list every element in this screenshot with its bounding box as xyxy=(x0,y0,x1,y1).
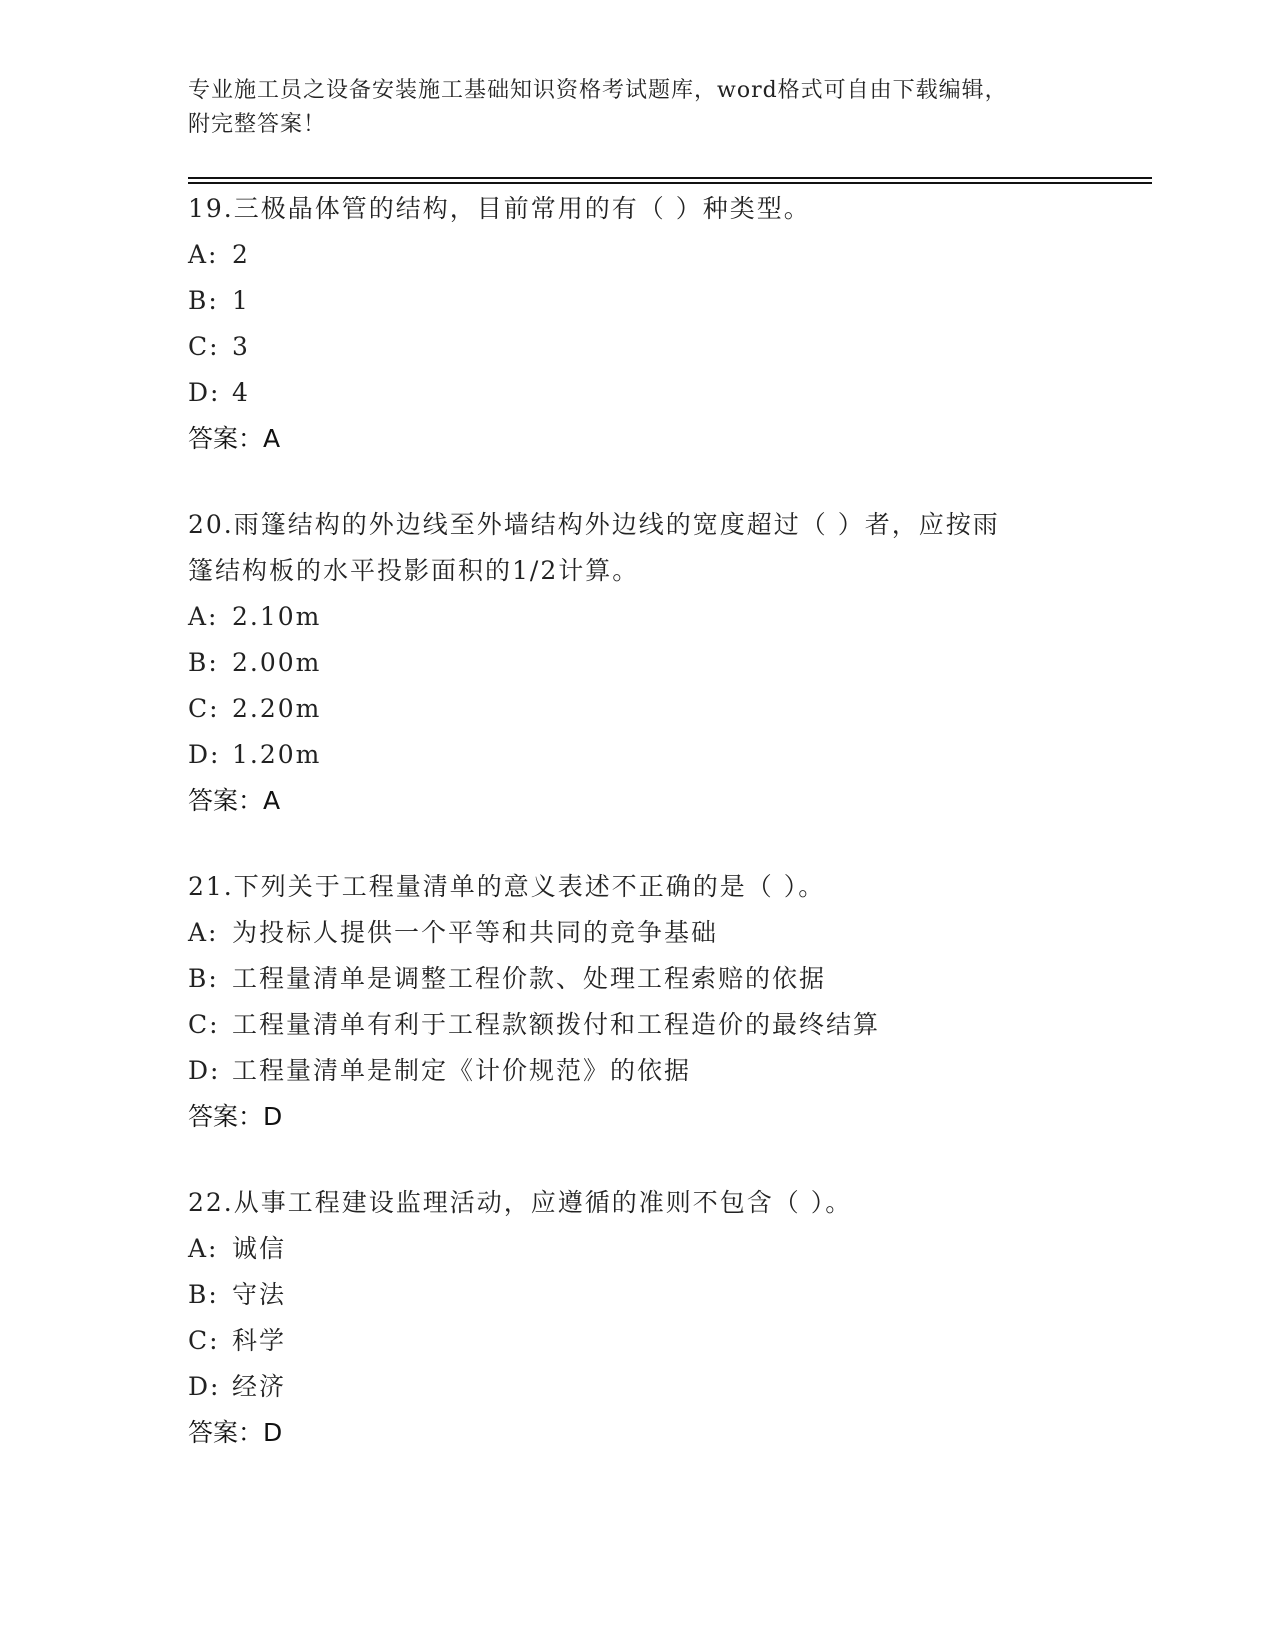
option-text: 经济 xyxy=(232,1372,287,1401)
option-letter: B: xyxy=(188,286,219,315)
option-text: 工程量清单是制定《计价规范》的依据 xyxy=(232,1056,692,1085)
option-b xyxy=(188,278,1088,324)
option-text: 诚信 xyxy=(232,1234,287,1263)
option-text: 1 xyxy=(232,286,250,315)
option-text: 1.20m xyxy=(232,740,322,769)
option-letter: A: xyxy=(188,602,219,631)
question-22 xyxy=(188,1180,1088,1456)
question-stem: 19.三极晶体管的结构，目前常用的有（ ）种类型。 xyxy=(188,194,811,223)
option-text: 2.20m xyxy=(232,694,322,723)
header-divider-bottom xyxy=(188,182,1152,184)
header-line-2: 附完整答案！ xyxy=(188,112,327,137)
option-letter: B: xyxy=(188,964,219,993)
option-b xyxy=(188,640,1088,686)
option-letter: B: xyxy=(188,1280,219,1309)
question-stem-line-2: 篷结构板的水平投影面积的1/2计算。 xyxy=(188,556,640,585)
question-stem-line-1: 20.雨篷结构的外边线至外墙结构外边线的宽度超过（ ）者，应按雨 xyxy=(188,510,1000,539)
option-text: 守法 xyxy=(232,1280,287,1309)
question-20 xyxy=(188,502,1088,824)
option-b xyxy=(188,956,1088,1002)
option-letter: A: xyxy=(188,240,219,269)
option-a xyxy=(188,232,1088,278)
option-text: 4 xyxy=(232,378,250,407)
option-letter: B: xyxy=(188,648,219,677)
option-text: 2.10m xyxy=(232,602,322,631)
option-text: 为投标人提供一个平等和共同的竞争基础 xyxy=(232,918,719,947)
question-21 xyxy=(188,864,1088,1140)
header-line-1: 专业施工员之设备安装施工基础知识资格考试题库，word格式可自由下载编辑， xyxy=(188,78,1008,103)
option-d xyxy=(188,1364,1088,1410)
option-letter: D: xyxy=(188,1372,221,1401)
option-b xyxy=(188,1272,1088,1318)
option-text: 科学 xyxy=(232,1326,287,1355)
document-header xyxy=(188,74,1068,142)
question-19 xyxy=(188,186,1088,462)
question-stem: 22.从事工程建设监理活动，应遵循的准则不包含（ ）。 xyxy=(188,1188,853,1217)
question-stem: 21.下列关于工程量清单的意义表述不正确的是（ ）。 xyxy=(188,872,826,901)
option-c xyxy=(188,1318,1088,1364)
option-letter: A: xyxy=(188,918,219,947)
option-text: 3 xyxy=(232,332,250,361)
option-text: 工程量清单是调整工程价款、处理工程索赔的依据 xyxy=(232,964,827,993)
option-a xyxy=(188,910,1088,956)
answer-line: 答案：D xyxy=(188,1102,283,1131)
option-letter: D: xyxy=(188,378,221,407)
option-a xyxy=(188,594,1088,640)
option-a xyxy=(188,1226,1088,1272)
option-c xyxy=(188,686,1088,732)
answer-line: 答案：A xyxy=(188,786,281,815)
option-letter: D: xyxy=(188,740,221,769)
option-c xyxy=(188,324,1088,370)
option-letter: C: xyxy=(188,694,220,723)
option-d xyxy=(188,370,1088,416)
option-letter: C: xyxy=(188,1010,220,1039)
option-letter: A: xyxy=(188,1234,219,1263)
option-d xyxy=(188,732,1088,778)
option-letter: D: xyxy=(188,1056,221,1085)
option-letter: C: xyxy=(188,332,220,361)
answer-line: 答案：D xyxy=(188,1418,283,1447)
option-c xyxy=(188,1002,1088,1048)
option-text: 2.00m xyxy=(232,648,322,677)
option-text: 工程量清单有利于工程款额拨付和工程造价的最终结算 xyxy=(232,1010,881,1039)
answer-line: 答案：A xyxy=(188,424,281,453)
option-letter: C: xyxy=(188,1326,220,1355)
header-divider-top xyxy=(188,177,1152,179)
option-d xyxy=(188,1048,1088,1094)
option-text: 2 xyxy=(232,240,250,269)
